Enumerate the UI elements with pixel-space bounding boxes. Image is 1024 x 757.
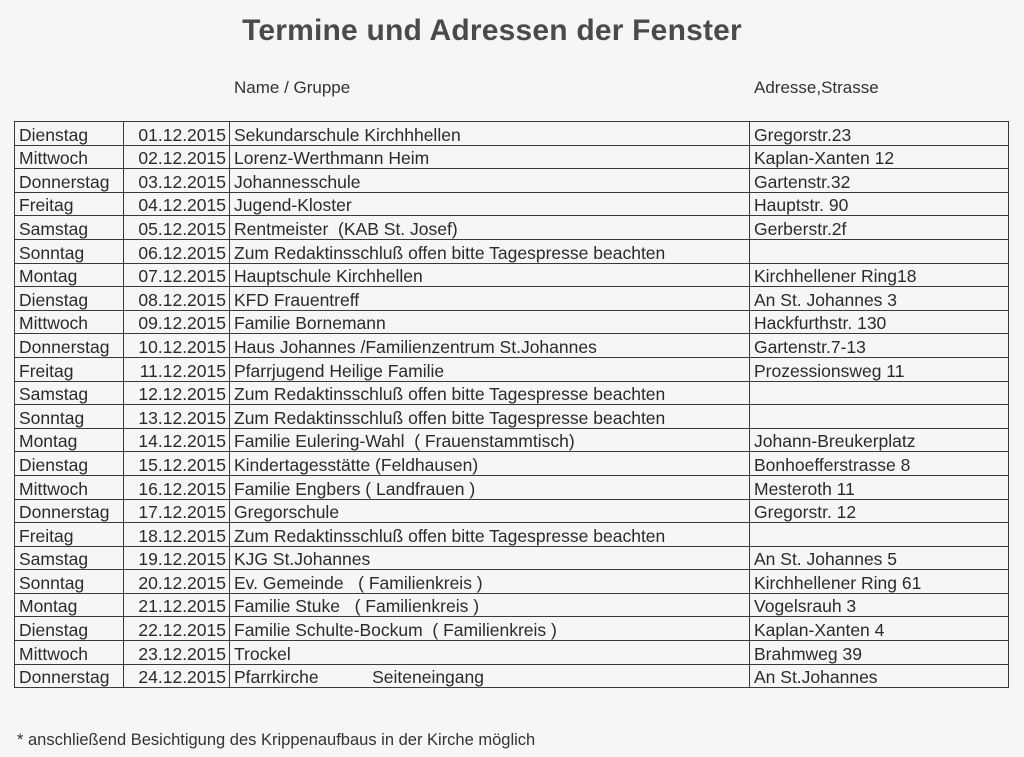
- cell-address: [750, 405, 1009, 429]
- cell-address: [750, 239, 1009, 263]
- cell-address: Gartenstr.7-13: [750, 334, 1009, 358]
- table-row: [15, 428, 1009, 452]
- cell-name: Kindertagesstätte (Feldhausen): [230, 452, 750, 476]
- cell-date: 08.12.2015: [124, 287, 230, 311]
- cell-day: Montag: [15, 428, 124, 452]
- table-row: [15, 310, 1009, 334]
- cell-name: Familie Engbers ( Landfrauen ): [230, 475, 750, 499]
- cell-day: Mittwoch: [15, 475, 124, 499]
- cell-address: Gregorstr.23: [750, 122, 1009, 146]
- table-row: [15, 216, 1009, 240]
- cell-name: Zum Redaktinsschluß offen bitte Tagespresse beachten: [230, 523, 750, 547]
- cell-address: Kirchhellener Ring 61: [750, 570, 1009, 594]
- cell-date: 22.12.2015: [124, 617, 230, 641]
- cell-name: Pfarrjugend Heilige Familie: [230, 357, 750, 381]
- cell-day: Samstag: [15, 381, 124, 405]
- cell-address: Bonhoefferstrasse 8: [750, 452, 1009, 476]
- table-row: [15, 523, 1009, 547]
- table-row: [15, 405, 1009, 429]
- table-row: [15, 499, 1009, 523]
- cell-name: Ev. Gemeinde ( Familienkreis ): [230, 570, 750, 594]
- table-row: [15, 475, 1009, 499]
- table-row: [15, 287, 1009, 311]
- cell-address: Prozessionsweg 11: [750, 357, 1009, 381]
- cell-day: Freitag: [15, 192, 124, 216]
- cell-day: Donnerstag: [15, 334, 124, 358]
- cell-date: 24.12.2015: [124, 664, 230, 688]
- page-title: Termine und Adressen der Fenster: [242, 14, 742, 47]
- cell-date: 21.12.2015: [124, 593, 230, 617]
- cell-name: Pfarrkirche Seiteneingang: [230, 664, 750, 688]
- cell-day: Donnerstag: [15, 664, 124, 688]
- cell-date: 03.12.2015: [124, 169, 230, 193]
- cell-date: 19.12.2015: [124, 546, 230, 570]
- table-row: [15, 546, 1009, 570]
- cell-address: Johann-Breukerplatz: [750, 428, 1009, 452]
- cell-day: Mittwoch: [15, 145, 124, 169]
- schedule-table-body: [15, 122, 1009, 688]
- cell-day: Mittwoch: [15, 641, 124, 665]
- cell-name: Zum Redaktinsschluß offen bitte Tagespresse beachten: [230, 239, 750, 263]
- cell-name: KFD Frauentreff: [230, 287, 750, 311]
- cell-name: Zum Redaktinsschluß offen bitte Tagespresse beachten: [230, 381, 750, 405]
- cell-day: Mittwoch: [15, 310, 124, 334]
- cell-name: Rentmeister (KAB St. Josef): [230, 216, 750, 240]
- cell-day: Dienstag: [15, 287, 124, 311]
- cell-address: Kaplan-Xanten 12: [750, 145, 1009, 169]
- cell-day: Dienstag: [15, 122, 124, 146]
- cell-address: [750, 381, 1009, 405]
- cell-day: Dienstag: [15, 617, 124, 641]
- cell-address: Hauptstr. 90: [750, 192, 1009, 216]
- table-row: [15, 122, 1009, 146]
- cell-address: Kaplan-Xanten 4: [750, 617, 1009, 641]
- cell-date: 02.12.2015: [124, 145, 230, 169]
- cell-address: Kirchhellener Ring18: [750, 263, 1009, 287]
- cell-date: 16.12.2015: [124, 475, 230, 499]
- cell-date: 04.12.2015: [124, 192, 230, 216]
- cell-name: Jugend-Kloster: [230, 192, 750, 216]
- cell-name: Trockel: [230, 641, 750, 665]
- cell-address: Gartenstr.32: [750, 169, 1009, 193]
- cell-date: 01.12.2015: [124, 122, 230, 146]
- cell-date: 12.12.2015: [124, 381, 230, 405]
- cell-day: Donnerstag: [15, 499, 124, 523]
- cell-address: An St. Johannes 5: [750, 546, 1009, 570]
- column-header-name: Name / Gruppe: [234, 78, 351, 97]
- table-row: [15, 169, 1009, 193]
- cell-address: Vogelsrauh 3: [750, 593, 1009, 617]
- cell-date: 14.12.2015: [124, 428, 230, 452]
- cell-name: Zum Redaktinsschluß offen bitte Tagespresse beachten: [230, 405, 750, 429]
- cell-date: 13.12.2015: [124, 405, 230, 429]
- cell-name: Lorenz-Werthmann Heim: [230, 145, 750, 169]
- cell-date: 20.12.2015: [124, 570, 230, 594]
- cell-name: Haus Johannes /Familienzentrum St.Johannes: [230, 334, 750, 358]
- cell-name: Familie Bornemann: [230, 310, 750, 334]
- cell-address: [750, 523, 1009, 547]
- cell-name: Johannesschule: [230, 169, 750, 193]
- cell-name: Sekundarschule Kirchhhellen: [230, 122, 750, 146]
- table-row: [15, 381, 1009, 405]
- cell-day: Sonntag: [15, 239, 124, 263]
- table-row: [15, 593, 1009, 617]
- cell-date: 11.12.2015: [124, 357, 230, 381]
- cell-address: Brahmweg 39: [750, 641, 1009, 665]
- cell-day: Montag: [15, 263, 124, 287]
- cell-day: Donnerstag: [15, 169, 124, 193]
- table-row: [15, 452, 1009, 476]
- cell-address: Gregorstr. 12: [750, 499, 1009, 523]
- table-row: [15, 334, 1009, 358]
- table-row: [15, 641, 1009, 665]
- cell-date: 15.12.2015: [124, 452, 230, 476]
- cell-date: 17.12.2015: [124, 499, 230, 523]
- cell-day: Freitag: [15, 357, 124, 381]
- cell-day: Samstag: [15, 546, 124, 570]
- column-header-address: Adresse,Strasse: [754, 78, 879, 97]
- cell-day: Dienstag: [15, 452, 124, 476]
- cell-name: Gregorschule: [230, 499, 750, 523]
- table-row: [15, 617, 1009, 641]
- cell-day: Samstag: [15, 216, 124, 240]
- cell-date: 23.12.2015: [124, 641, 230, 665]
- table-row: [15, 145, 1009, 169]
- table-row: [15, 192, 1009, 216]
- cell-date: 10.12.2015: [124, 334, 230, 358]
- cell-address: An St. Johannes 3: [750, 287, 1009, 311]
- cell-address: Gerberstr.2f: [750, 216, 1009, 240]
- cell-day: Sonntag: [15, 570, 124, 594]
- cell-date: 18.12.2015: [124, 523, 230, 547]
- cell-date: 09.12.2015: [124, 310, 230, 334]
- table-row: [15, 664, 1009, 688]
- cell-name: Familie Schulte-Bockum ( Familienkreis ): [230, 617, 750, 641]
- cell-day: Montag: [15, 593, 124, 617]
- cell-date: 07.12.2015: [124, 263, 230, 287]
- cell-date: 06.12.2015: [124, 239, 230, 263]
- cell-name: Familie Stuke ( Familienkreis ): [230, 593, 750, 617]
- cell-date: 05.12.2015: [124, 216, 230, 240]
- cell-name: KJG St.Johannes: [230, 546, 750, 570]
- cell-name: Hauptschule Kirchhellen: [230, 263, 750, 287]
- table-row: [15, 570, 1009, 594]
- cell-address: Mesteroth 11: [750, 475, 1009, 499]
- cell-day: Sonntag: [15, 405, 124, 429]
- cell-address: An St.Johannes: [750, 664, 1009, 688]
- schedule-table: [14, 121, 1009, 688]
- cell-address: Hackfurthstr. 130: [750, 310, 1009, 334]
- cell-day: Freitag: [15, 523, 124, 547]
- footnote: * anschließend Besichtigung des Krippenaufbaus in der Kirche möglich: [17, 731, 536, 749]
- table-row: [15, 239, 1009, 263]
- table-row: [15, 263, 1009, 287]
- table-row: [15, 357, 1009, 381]
- cell-name: Familie Eulering-Wahl ( Frauenstammtisch): [230, 428, 750, 452]
